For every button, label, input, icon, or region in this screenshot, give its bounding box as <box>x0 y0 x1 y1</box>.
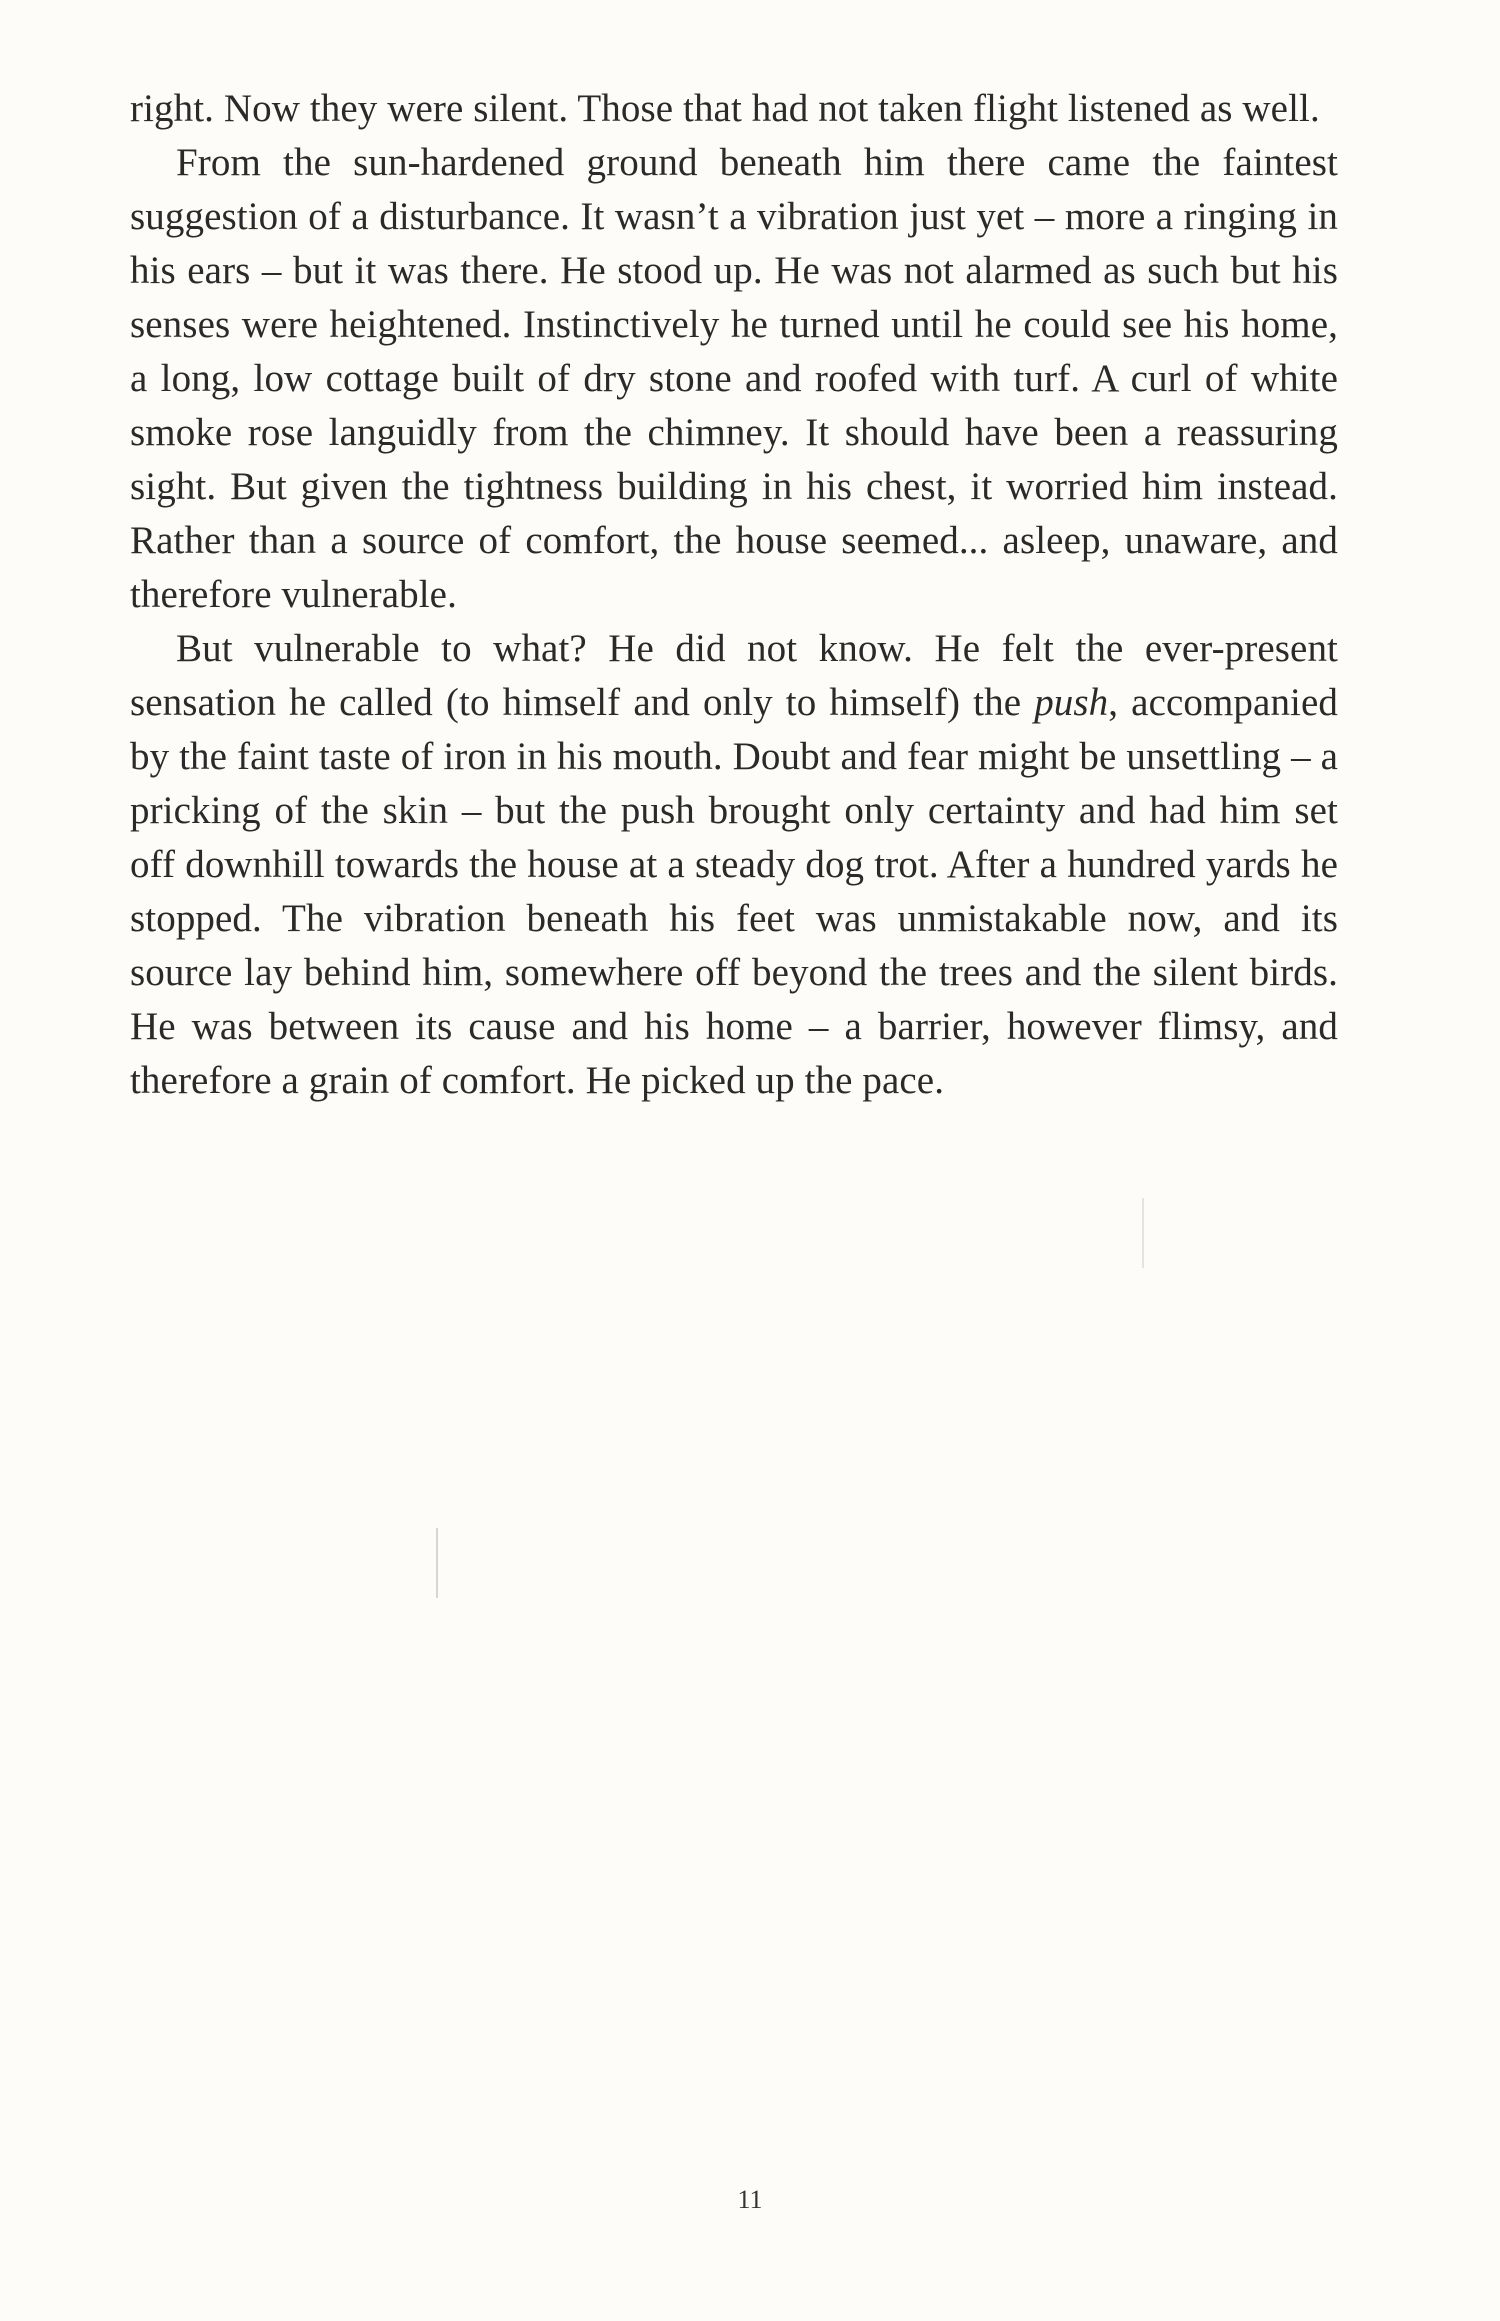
emphasis-push: push <box>1034 681 1109 724</box>
scan-mark <box>1142 1198 1144 1268</box>
paragraph-3-text-before: But vulnerable to what? He did not know. He felt the ever-present sensation he called (to himself and only to himself) the <box>130 627 1338 724</box>
paragraph-1-text: right. Now they were silent. Those that had not taken flight listened as well. <box>130 87 1320 130</box>
page-number: 11 <box>737 2185 763 2214</box>
paragraph-1 <box>130 82 1338 136</box>
scan-mark <box>436 1528 438 1598</box>
body-text <box>130 82 1338 1108</box>
paragraph-2-text: From the sun-hardened ground beneath him there came the faintest suggestion of a disturbance. It wasn’t a vibration just yet – more a ringing in his ears – but it was there. He stood up. He was not alarmed as such but his senses were heightened. Instinctively he turned until he could see his home, a long, low cottage built of dry stone and roofed with turf. A curl of white smoke rose languidly from the chimney. It should have been a reassuring sight. But given the tightness building in his chest, it worried him instead. Rather than a source of comfort, the house seemed... asleep, unaware, and therefore vulnerable. <box>130 141 1338 616</box>
paragraph-3 <box>130 622 1338 1108</box>
paragraph-3-text-after: , accompanied by the faint taste of iron in his mouth. Doubt and fear might be unsettling – a pricking of the skin – but the push brought only certainty and had him set off downhill towards the house at a steady dog trot. After a hundred yards he stopped. The vibration beneath his feet was unmistakable now, and its source lay behind him, somewhere off beyond the trees and the silent birds. He was between its cause and his home – a barrier, however flimsy, and therefore a grain of comfort. He picked up the pace. <box>130 681 1338 1102</box>
paragraph-2 <box>130 136 1338 622</box>
